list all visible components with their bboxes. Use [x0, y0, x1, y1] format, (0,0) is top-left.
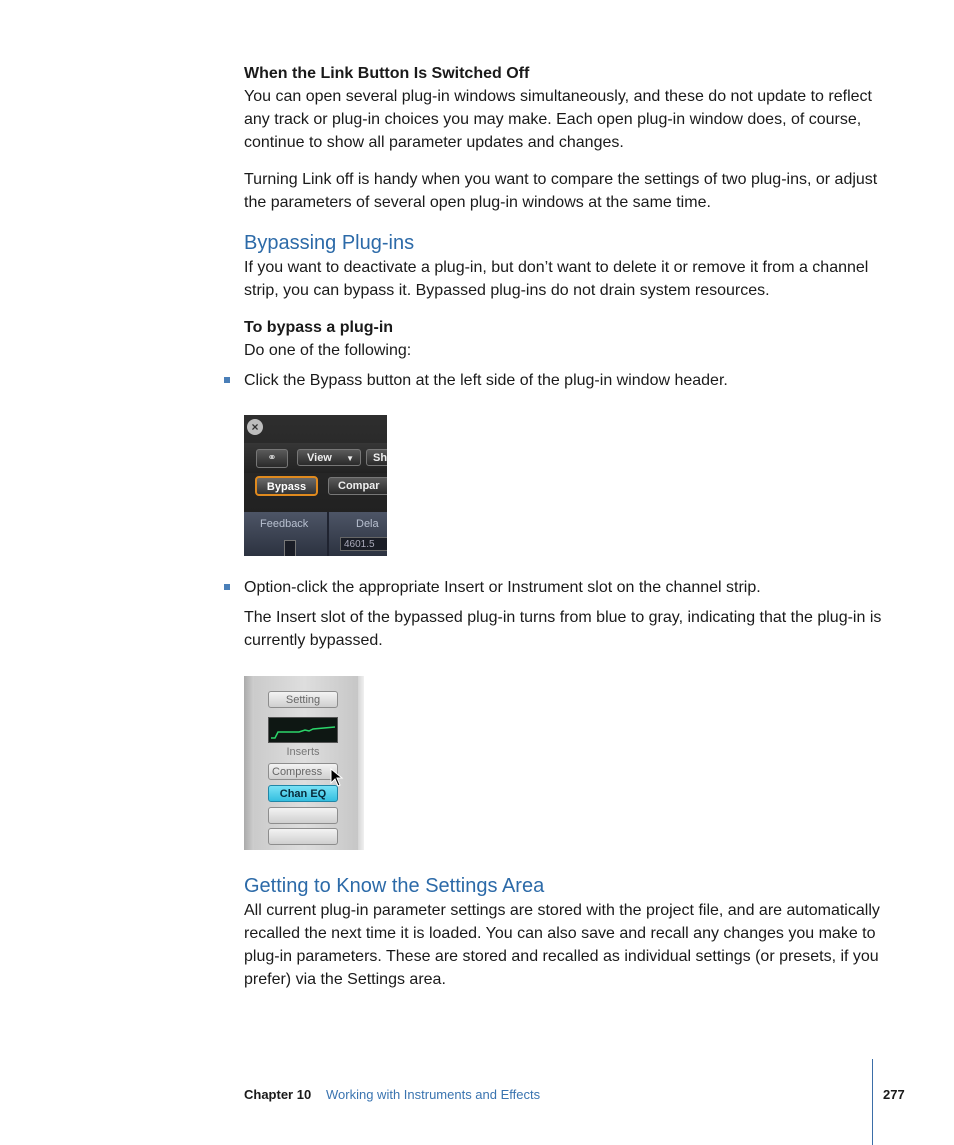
paragraph-link-off-2: Turning Link off is handy when you want to compare the settings of two plug-ins, or adjust the parameters of several open plug-in windows at the same time. — [244, 171, 878, 211]
bullet-text-2: Option-click the appropriate Insert or Instrument slot on the channel strip. — [244, 579, 761, 596]
subheading-link-off: When the Link Button Is Switched Off — [244, 65, 530, 82]
panel-divider — [327, 512, 329, 556]
feedback-label: Feedback — [260, 518, 309, 530]
insert-slot-empty-2[interactable] — [268, 828, 338, 845]
plugin-header-screenshot — [244, 415, 387, 556]
insert-slot-empty-1[interactable] — [268, 807, 338, 824]
task-intro: Do one of the following: — [244, 342, 412, 359]
delay-label: Dela — [356, 518, 379, 530]
bypass-button[interactable]: Bypass — [255, 476, 318, 496]
inserts-label: Inserts — [286, 746, 320, 758]
bullet-square-icon — [224, 584, 230, 590]
delay-value-field[interactable]: 4601.5 — [340, 537, 387, 551]
paragraph-bypassing-2: The Insert slot of the bypassed plug-in turns from blue to gray, indicating that the plug-in is currently bypassed. — [244, 609, 882, 649]
footer-chapter: Chapter 10 — [244, 1087, 312, 1102]
show-button[interactable]: Sh — [366, 449, 387, 466]
task-heading-bypass: To bypass a plug-in — [244, 319, 394, 336]
dropdown-arrow-icon: ▼ — [346, 454, 354, 463]
setting-button[interactable]: Setting — [268, 691, 338, 708]
feedback-slider[interactable] — [284, 540, 296, 556]
compare-button[interactable]: Compar — [328, 477, 387, 495]
page-number: 277 — [883, 1087, 905, 1102]
section-title-bypassing: Bypassing Plug-ins — [244, 232, 415, 254]
link-icon: ⚭ — [267, 452, 277, 464]
bullet-text-1: Click the Bypass button at the left side of the plug-in window header. — [244, 372, 728, 389]
strip-edge-right — [358, 676, 364, 850]
view-menu-button[interactable] — [297, 449, 361, 466]
footer-divider — [872, 1059, 873, 1145]
paragraph-bypassing-1: If you want to deactivate a plug-in, but don’t want to delete it or remove it from a channel strip, you can bypass it. Bypassed plug-ins do not drain system resources. — [244, 259, 869, 299]
link-button[interactable] — [256, 449, 288, 468]
insert-slot-chan-eq[interactable]: Chan EQ — [268, 785, 338, 802]
section-title-settings-area: Getting to Know the Settings Area — [244, 875, 545, 897]
paragraph-settings-area: All current plug-in parameter settings are stored with the project file, and are automatically recalled the next time it is loaded. You can also save and recall any changes you make to plug-in parameters. These are stored and recalled as individual settings (or presets, if you prefer) via the Settings area. — [244, 902, 880, 988]
close-icon[interactable]: × — [247, 419, 263, 435]
insert-slot-compressor[interactable]: Compress — [268, 763, 338, 780]
eq-thumbnail-display[interactable] — [268, 717, 338, 743]
eq-curve-graphic — [269, 718, 337, 742]
footer-chapter-title: Working with Instruments and Effects — [326, 1087, 541, 1102]
channel-strip-screenshot — [244, 676, 364, 850]
paragraph-link-off-1: You can open several plug-in windows simultaneously, and these do not update to reflect any track or plug-in choices you may make. Each open plug-in window does, of course, continue to show all parameter updates and changes. — [244, 88, 872, 151]
bullet-square-icon — [224, 377, 230, 383]
mouse-cursor-icon — [330, 768, 346, 788]
view-label: View — [307, 452, 332, 464]
strip-edge-left — [244, 676, 254, 850]
